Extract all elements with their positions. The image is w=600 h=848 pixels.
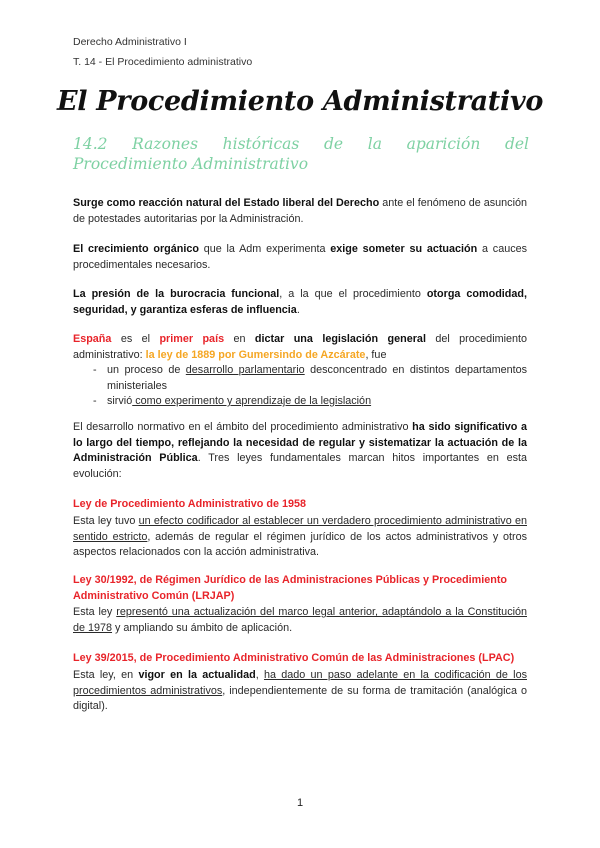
law3-text3: , independientemente de su forma de tramitación (analógica o digital).	[73, 684, 527, 712]
p2-bold1: El crecimiento orgánico	[73, 243, 199, 255]
p4-spain: España	[73, 333, 112, 345]
paragraph-5	[73, 420, 527, 482]
section-subtitle: 14.2 Razones históricas de la aparición del Procedimiento Administrativo	[73, 135, 529, 173]
law1-underline: un efecto codificador al establecer un verdadero procedimiento administrativo en sentido estricto	[73, 515, 527, 543]
bullet-1-post: desconcentrado en distintos departamentos ministeriales	[107, 364, 527, 392]
law-2015-paragraph	[73, 668, 527, 715]
p1-rest: ante el fenómeno de asunción de potestades autoritarias por la Administración.	[73, 197, 527, 225]
law2-underline: representó una actualización del marco legal anterior, adaptándolo a la Constitución de 1978	[73, 606, 527, 634]
header-course: Derecho Administrativo I	[73, 36, 187, 48]
p2-rest: a cauces procedimentales necesarios.	[73, 243, 528, 271]
page-title: El Procedimiento Administrativo	[56, 86, 544, 117]
p3-bold1: La presión de la burocracia funcional	[73, 288, 280, 300]
p2-bold2: exige someter su actuación	[330, 243, 478, 255]
p4-text2: en	[224, 333, 255, 345]
law3-bold: vigor en la actualidad	[138, 669, 256, 681]
law-2015-heading: Ley 39/2015, de Procedimiento Administrativo Común de las Administraciones (LPAC)	[73, 652, 515, 664]
bullet-2-underline: como experimento y aprendizaje de la legislación	[132, 395, 372, 407]
bullet-2-pre: sirvió	[107, 395, 133, 407]
law-1958-paragraph	[73, 514, 527, 561]
bullet-1-underline: desarrollo parlamentario	[185, 364, 305, 376]
law2-text1: Esta ley	[73, 606, 117, 618]
law-1992-paragraph	[73, 605, 527, 636]
paragraph-3	[73, 287, 527, 318]
p4-text4: , fue	[365, 348, 387, 361]
p4-law-1889: la ley de 1889 por Gumersindo de Azcárate	[145, 348, 366, 361]
p3-bold2: otorga comodidad, seguridad, y garantiza esferas de influencia	[73, 288, 527, 316]
law3-text1: Esta ley, en	[73, 669, 139, 681]
law2-text2: y ampliando su ámbito de aplicación.	[112, 621, 293, 634]
p2-mid: que la Adm experimenta	[198, 243, 331, 255]
p3-mid: , a la que el procedimiento	[279, 288, 427, 300]
p3-end: .	[296, 303, 300, 316]
law1-text2: , además de regular el régimen jurídico de los actos administrativos y otros aspectos relacionados con la acción administrativa.	[73, 530, 528, 558]
header-topic: T. 14 - El Procedimiento administrativo	[73, 56, 253, 68]
law-1958-heading: Ley de Procedimiento Administrativo de 1958	[73, 498, 307, 510]
paragraph-2	[73, 242, 527, 273]
bullet-1-pre: un proceso de	[107, 364, 186, 376]
list-item	[73, 363, 527, 394]
paragraph-4	[73, 332, 527, 410]
law3-text2: ,	[255, 669, 264, 681]
p1-bold: Surge como reacción natural del Estado liberal del Derecho	[73, 197, 380, 209]
p4-first-country: primer país	[159, 333, 225, 345]
list-item	[73, 394, 527, 410]
page-number: 1	[296, 797, 304, 809]
paragraph-1	[73, 196, 527, 227]
p4-text1: es el	[111, 333, 160, 345]
law3-underline: ha dado un paso adelante en la codificación de los procedimientos administrativos	[73, 669, 527, 697]
law1-text1: Esta ley tuvo	[73, 515, 139, 527]
p5-text2: . Tres leyes fundamentales marcan hitos importantes en esta evolución:	[73, 452, 527, 480]
p5-bold: ha sido significativo a lo largo del tiempo, reflejando la necesidad de regular y sistematizar la actuación de la Administración Pública	[73, 421, 527, 464]
p5-text1: El desarrollo normativo en el ámbito del procedimiento administrativo	[73, 421, 413, 433]
p4-text3: del procedimiento administrativo:	[73, 333, 527, 361]
p4-bullet-list	[73, 363, 527, 410]
law-1992-heading: Ley 30/1992, de Régimen Jurídico de las Administraciones Públicas y Procedimiento Administrativo Común (LRJAP)	[73, 574, 508, 602]
p4-bold: dictar una legislación general	[254, 333, 426, 345]
